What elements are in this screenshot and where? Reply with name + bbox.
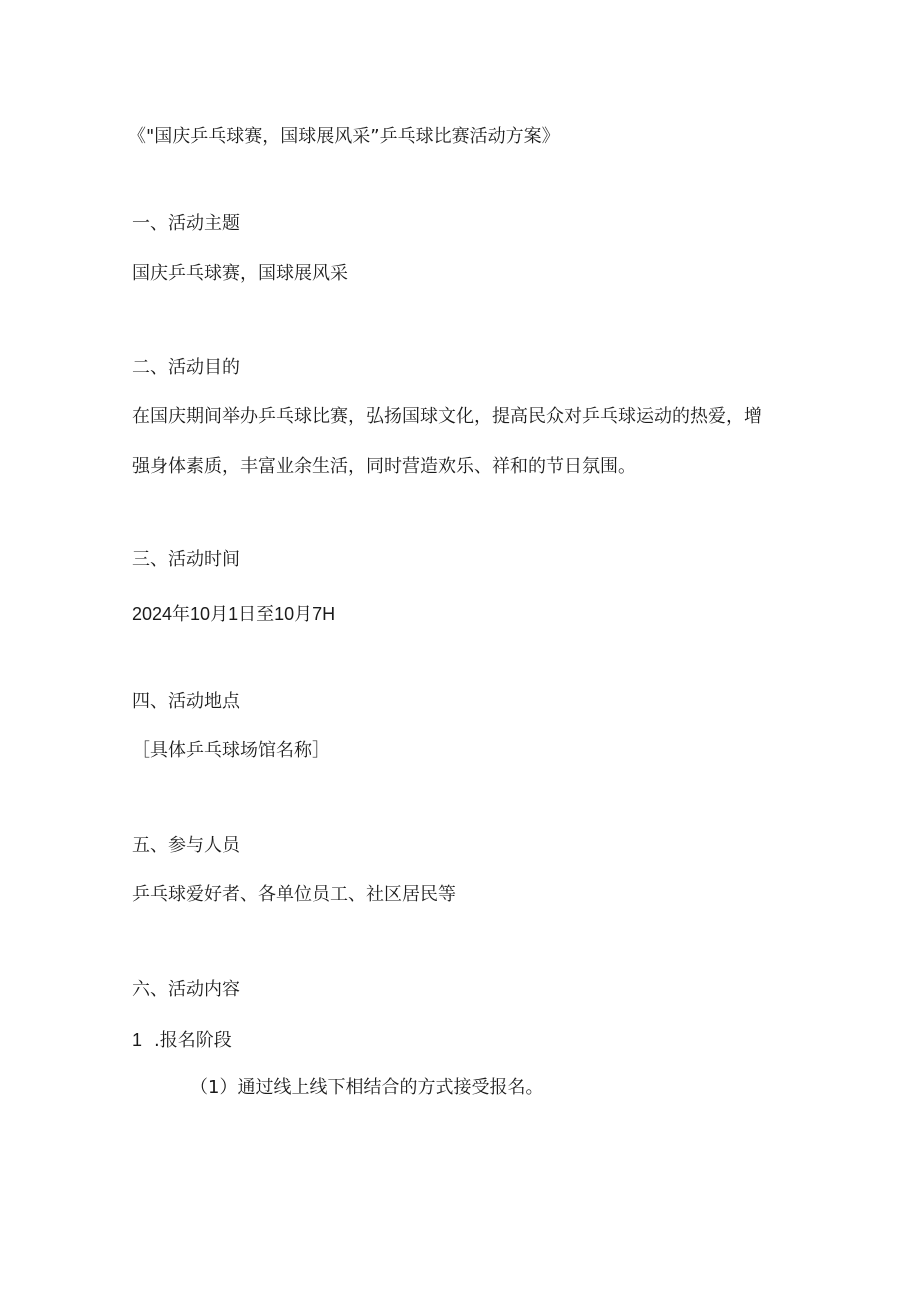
section-heading-content: 六、活动内容 (132, 979, 240, 1000)
section-text-location: ［具体乒乓球场馆名称］ (132, 740, 330, 761)
subsection-number: 1 (132, 1030, 143, 1050)
section-text-purpose-line2: 强身体素质，丰富业余生活，同时营造欢乐、祥和的节日氛围。 (132, 456, 636, 477)
section-heading-time: 三、活动时间 (132, 549, 240, 570)
section-heading-purpose: 二、活动目的 (132, 357, 240, 378)
document-title: 《"国庆乒乓球赛，国球展风采”乒乓球比赛活动方案》 (128, 126, 560, 147)
section-text-purpose-line1: 在国庆期间举办乒乓球比赛，弘扬国球文化，提高民众对乒乓球运动的热爱，增 (132, 406, 762, 427)
section-text-theme: 国庆乒乓球赛，国球展风采 (132, 263, 348, 284)
section-heading-location: 四、活动地点 (132, 691, 240, 712)
section-text-participants: 乒乓球爱好者、各单位员工、社区居民等 (132, 884, 456, 905)
subsection-registration (132, 1031, 232, 1050)
section-text-time: 2024年10月1日至10月7H (132, 604, 336, 624)
subsection-label: .报名阶段 (154, 1030, 232, 1051)
section-heading-theme: 一、活动主题 (132, 213, 240, 234)
list-item: （1）通过线上线下相结合的方式接受报名。 (190, 1077, 544, 1098)
section-heading-participants: 五、参与人员 (132, 835, 240, 856)
